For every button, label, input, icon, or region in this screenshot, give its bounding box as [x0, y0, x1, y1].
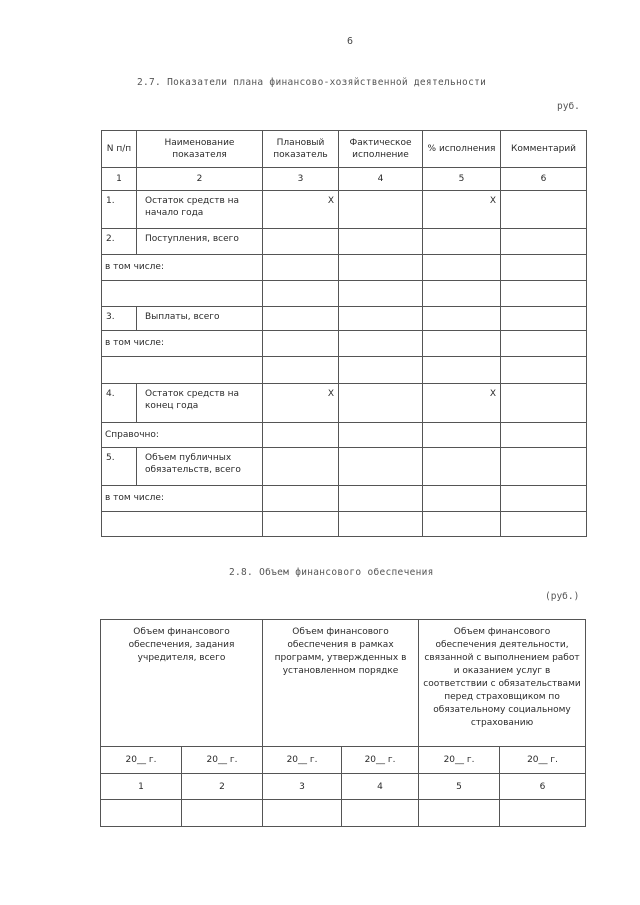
empty-cell	[263, 486, 339, 512]
x-mark: X	[263, 384, 339, 423]
year-cell: 20__ г.	[182, 747, 263, 774]
column-number: 3	[263, 168, 339, 191]
header-cell-actual: Фактическое исполнение	[339, 131, 423, 168]
row-name: Выплаты, всего	[137, 307, 263, 331]
row-number: 2.	[102, 229, 137, 255]
empty-cell	[501, 423, 587, 448]
x-mark: X	[423, 384, 501, 423]
empty-cell	[263, 229, 339, 255]
row-name: Объем публичных обязательств, всего	[137, 448, 263, 486]
header-row	[101, 620, 586, 747]
year-cell: 20__ г.	[342, 747, 419, 774]
header-row	[102, 131, 587, 168]
empty-cell	[339, 448, 423, 486]
x-mark: X	[423, 191, 501, 229]
year-cell: 20__ г.	[101, 747, 182, 774]
empty-cell	[501, 384, 587, 423]
year-cell: 20__ г.	[263, 747, 342, 774]
empty-cell	[423, 229, 501, 255]
empty-cell	[501, 448, 587, 486]
column-number: 6	[500, 774, 586, 800]
empty-cell	[339, 512, 423, 537]
empty-cell	[263, 512, 339, 537]
column-number: 2	[137, 168, 263, 191]
column-number: 4	[342, 774, 419, 800]
year-cell: 20__ г.	[419, 747, 500, 774]
empty-cell	[501, 331, 587, 357]
row-number: 1.	[102, 191, 137, 229]
table-row	[102, 423, 587, 448]
row-name: Остаток средств на конец года	[137, 384, 263, 423]
empty-cell	[501, 307, 587, 331]
empty-cell	[423, 486, 501, 512]
empty-cell	[423, 512, 501, 537]
empty-cell	[339, 307, 423, 331]
including-label: в том числе:	[102, 255, 263, 281]
empty-cell	[423, 423, 501, 448]
table-row	[102, 255, 587, 281]
table-row	[102, 384, 587, 423]
empty-cell	[182, 800, 263, 827]
table-row	[102, 307, 587, 331]
empty-cell	[423, 307, 501, 331]
empty-cell	[102, 357, 263, 384]
section-2-8-title: 2.8. Объем финансового обеспечения	[229, 567, 434, 578]
financial-plan-table	[101, 130, 587, 537]
header-cell-name: Наименование показателя	[137, 131, 263, 168]
table-row	[102, 331, 587, 357]
header-cell-programs: Объем финансового обеспечения в рамках программ, утвержденных в установленном порядке	[263, 620, 419, 747]
empty-cell	[423, 281, 501, 307]
table-row	[101, 800, 586, 827]
column-number: 3	[263, 774, 342, 800]
empty-cell	[501, 191, 587, 229]
empty-cell	[501, 512, 587, 537]
table-row	[102, 512, 587, 537]
empty-cell	[263, 331, 339, 357]
section-2-7-currency: руб.	[557, 101, 580, 112]
header-cell-founder-task: Объем финансового обеспечения, задания учредителя, всего	[101, 620, 263, 747]
row-name: Остаток средств на начало года	[137, 191, 263, 229]
column-number: 1	[101, 774, 182, 800]
empty-cell	[263, 255, 339, 281]
column-number: 5	[423, 168, 501, 191]
including-label: в том числе:	[102, 331, 263, 357]
empty-cell	[263, 423, 339, 448]
column-number: 2	[182, 774, 263, 800]
column-number: 4	[339, 168, 423, 191]
empty-cell	[501, 229, 587, 255]
empty-cell	[423, 331, 501, 357]
empty-cell	[339, 229, 423, 255]
empty-cell	[501, 486, 587, 512]
column-number-row	[102, 168, 587, 191]
row-number: 3.	[102, 307, 137, 331]
empty-cell	[339, 281, 423, 307]
empty-cell	[339, 255, 423, 281]
section-2-7-title: 2.7. Показатели плана финансово-хозяйственной деятельности	[137, 77, 487, 88]
table-row	[102, 191, 587, 229]
empty-cell	[423, 255, 501, 281]
table-row	[102, 229, 587, 255]
empty-cell	[102, 512, 263, 537]
header-cell-plan: Плановый показатель	[263, 131, 339, 168]
row-name: Поступления, всего	[137, 229, 263, 255]
empty-cell	[339, 423, 423, 448]
header-cell-comment: Комментарий	[501, 131, 587, 168]
empty-cell	[263, 307, 339, 331]
empty-cell	[423, 357, 501, 384]
column-number: 5	[419, 774, 500, 800]
empty-cell	[339, 384, 423, 423]
column-number: 1	[102, 168, 137, 191]
table-row	[102, 357, 587, 384]
empty-cell	[101, 800, 182, 827]
empty-cell	[501, 281, 587, 307]
empty-cell	[342, 800, 419, 827]
empty-cell	[419, 800, 500, 827]
empty-cell	[263, 800, 342, 827]
table-row	[102, 281, 587, 307]
empty-cell	[423, 448, 501, 486]
year-cell: 20__ г.	[500, 747, 586, 774]
empty-cell	[501, 357, 587, 384]
table-row	[102, 448, 587, 486]
empty-cell	[500, 800, 586, 827]
empty-cell	[339, 357, 423, 384]
reference-label: Справочно:	[102, 423, 263, 448]
year-row	[101, 747, 586, 774]
empty-cell	[263, 448, 339, 486]
table-row	[102, 486, 587, 512]
section-2-8-currency: (руб.)	[545, 591, 580, 602]
empty-cell	[339, 331, 423, 357]
page-number: 6	[346, 36, 354, 47]
empty-cell	[339, 191, 423, 229]
column-number-row	[101, 774, 586, 800]
empty-cell	[339, 486, 423, 512]
x-mark: X	[263, 191, 339, 229]
row-number: 5.	[102, 448, 137, 486]
column-number: 6	[501, 168, 587, 191]
empty-cell	[263, 357, 339, 384]
row-number: 4.	[102, 384, 137, 423]
financial-support-table	[100, 619, 586, 827]
empty-cell	[102, 281, 263, 307]
including-label: в том числе:	[102, 486, 263, 512]
header-cell-social-insurance: Объем финансового обеспечения деятельности, связанной с выполнением работ и оказанием услуг в соответствии с обязательствами перед страховщиком по обязательному социальному страхованию	[419, 620, 586, 747]
empty-cell	[501, 255, 587, 281]
empty-cell	[263, 281, 339, 307]
header-cell-percent: % исполнения	[423, 131, 501, 168]
header-cell-number: N п/п	[102, 131, 137, 168]
